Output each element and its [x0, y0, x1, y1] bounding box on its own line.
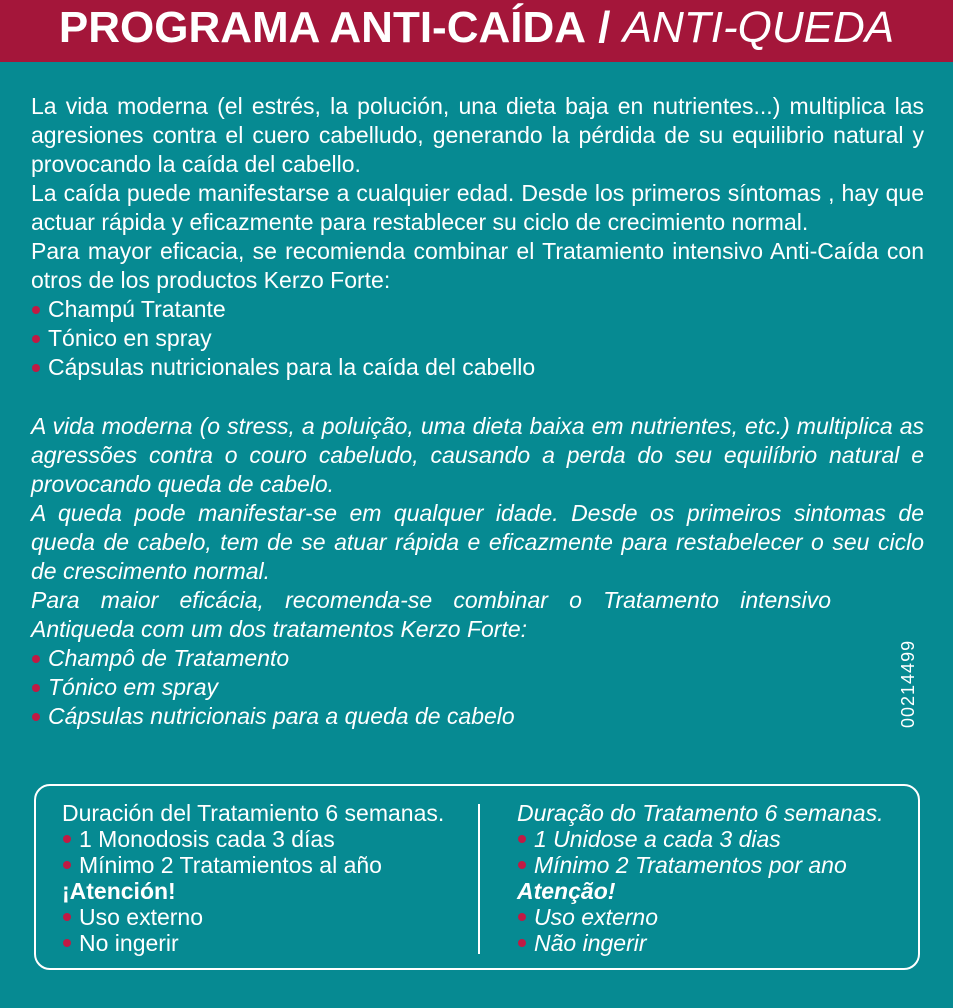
- treatment-spanish: [62, 800, 462, 956]
- bullet-icon: [63, 861, 71, 869]
- bullet-icon: [518, 835, 526, 843]
- list-item: Mínimo 2 Tratamentos por ano: [517, 852, 907, 878]
- list-item: Tónico en spray: [31, 324, 924, 353]
- bullet-icon: [32, 655, 40, 663]
- header-banner: [0, 0, 953, 62]
- title-separator: /: [598, 3, 611, 52]
- es-product-list: [31, 295, 924, 382]
- treatment-portuguese: [517, 800, 907, 956]
- spacer: [31, 382, 924, 412]
- bullet-icon: [32, 335, 40, 343]
- list-item: Uso externo: [62, 904, 462, 930]
- bullet-icon: [518, 861, 526, 869]
- description-text: [31, 92, 924, 731]
- list-item: 1 Monodosis cada 3 días: [62, 826, 462, 852]
- bullet-icon: [32, 306, 40, 314]
- warning-heading: Atenção!: [517, 878, 616, 904]
- bullet-icon: [63, 835, 71, 843]
- bullet-icon: [518, 939, 526, 947]
- pt-paragraph-3: Para maior eficácia, recomenda-se combinar o Tratamento intensivo Antiqueda com um dos tratamentos Kerzo Forte:: [31, 587, 831, 642]
- bullet-icon: [32, 364, 40, 372]
- bullet-icon: [518, 913, 526, 921]
- es-paragraph-2: La caída puede manifestarse a cualquier edad. Desde los primeros síntomas , hay que actuar rápida y eficazmente para restablecer su ciclo de crecimiento normal.: [31, 180, 924, 235]
- pt-product-list: [31, 644, 924, 731]
- bullet-icon: [32, 684, 40, 692]
- list-item: Não ingerir: [517, 930, 907, 956]
- es-paragraph-3: Para mayor eficacia, se recomienda combinar el Tratamiento intensivo Anti-Caída con otros de los productos Kerzo Forte:: [31, 238, 924, 293]
- title-portuguese: ANTI-QUEDA: [622, 3, 895, 52]
- list-item: Cápsulas nutricionais para a queda de cabelo: [31, 702, 924, 731]
- bullet-icon: [63, 913, 71, 921]
- duration-text: Duração do Tratamento 6 semanas.: [517, 800, 884, 826]
- list-item: No ingerir: [62, 930, 462, 956]
- product-code: 00214499: [898, 639, 918, 728]
- box-divider: [478, 804, 480, 954]
- warning-heading: ¡Atención!: [62, 878, 176, 904]
- list-item: 1 Unidose a cada 3 dias: [517, 826, 907, 852]
- bullet-icon: [63, 939, 71, 947]
- list-item: Champô de Tratamento: [31, 644, 924, 673]
- list-item: Tónico em spray: [31, 673, 924, 702]
- pt-paragraph-2: A queda pode manifestar-se em qualquer idade. Desde os primeiros sintomas de queda de cabelo, tem de se atuar rápida e eficazmente para restabelecer o seu ciclo de crescimento normal.: [31, 500, 924, 584]
- bullet-icon: [32, 713, 40, 721]
- es-paragraph-1: La vida moderna (el estrés, la polución, una dieta baja en nutrientes...) multiplica las agresiones contra el cuero cabelludo, generando la pérdida de su equilibrio natural y provocando la caída del cabello.: [31, 93, 924, 177]
- pt-paragraph-1: A vida moderna (o stress, a poluição, uma dieta baixa em nutrientes, etc.) multiplica as agressões contra o couro cabeludo, causando a perda do seu equilíbrio natural e provocando queda de cabelo.: [31, 413, 924, 497]
- list-item: Champú Tratante: [31, 295, 924, 324]
- list-item: Uso externo: [517, 904, 907, 930]
- title-spanish: PROGRAMA ANTI-CAÍDA: [58, 3, 587, 52]
- duration-text: Duración del Tratamiento 6 semanas.: [62, 800, 445, 826]
- list-item: Cápsulas nutricionales para la caída del cabello: [31, 353, 924, 382]
- list-item: Mínimo 2 Tratamientos al año: [62, 852, 462, 878]
